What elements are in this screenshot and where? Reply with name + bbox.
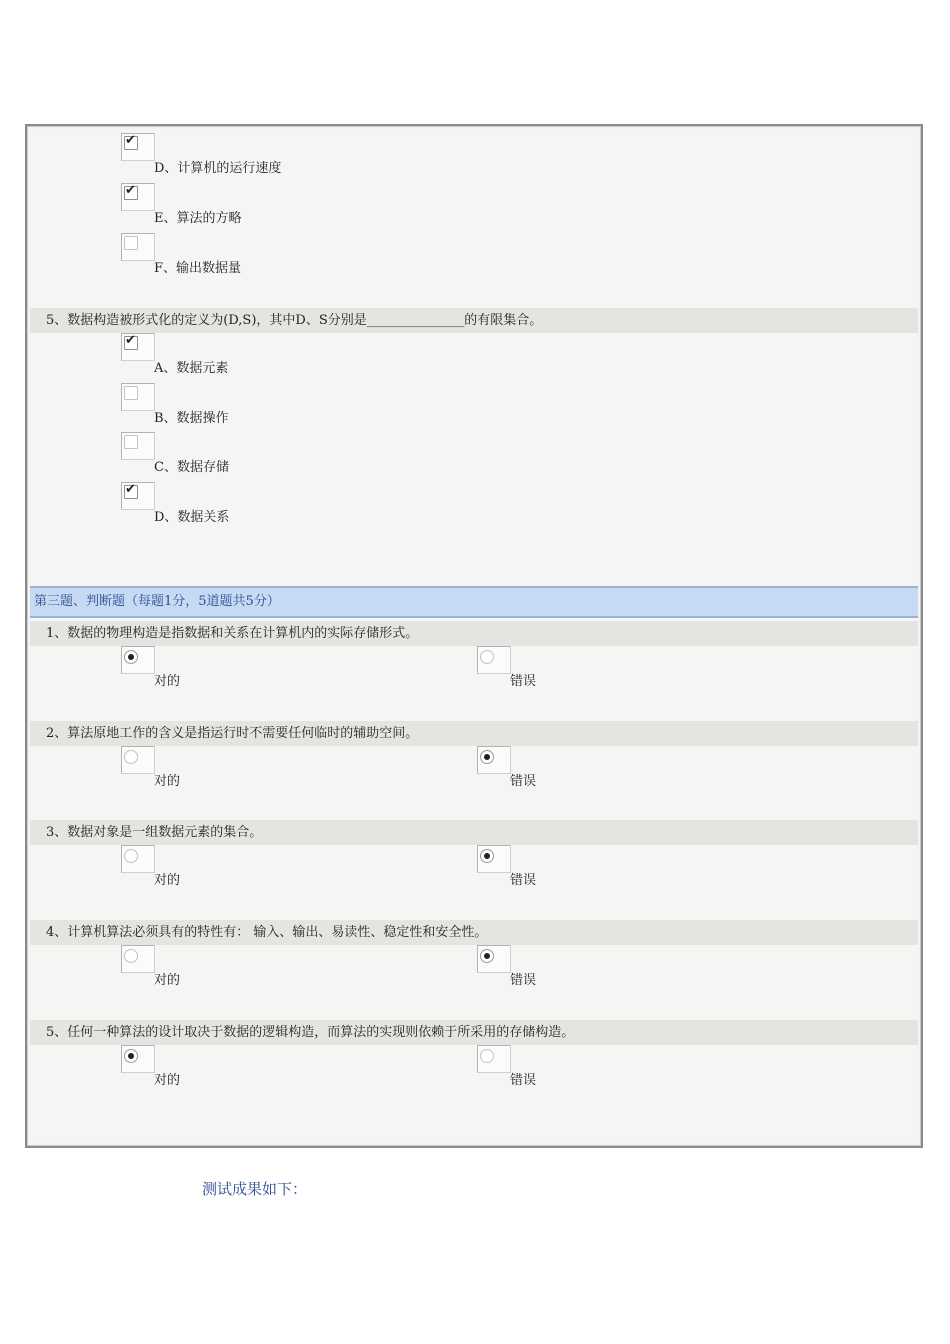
radio-unselected-icon[interactable] — [124, 849, 138, 863]
radio-frame[interactable] — [121, 646, 155, 674]
checkbox-frame[interactable] — [121, 333, 155, 361]
checkbox-frame[interactable] — [121, 133, 155, 161]
question-text: 4、计算机算法必须具有的特性有： 输入、输出、易读性、稳定性和安全性。 — [30, 920, 918, 945]
checkbox-unchecked-icon[interactable] — [124, 236, 138, 250]
radio-frame[interactable] — [121, 1045, 155, 1073]
option-label: 错误 — [510, 873, 537, 888]
check-mark-icon: ✔ — [125, 183, 136, 198]
option-label: 错误 — [510, 674, 537, 689]
radio-frame[interactable] — [121, 945, 155, 973]
radio-selected-icon[interactable] — [124, 1049, 138, 1063]
radio-selected-icon[interactable] — [480, 949, 494, 963]
radio-dot-icon — [484, 853, 490, 859]
option-label: A、数据元素 — [154, 361, 229, 376]
check-mark-icon: ✔ — [125, 482, 136, 497]
option-label: E、算法的方略 — [154, 211, 242, 226]
radio-unselected-icon[interactable] — [480, 1049, 494, 1063]
radio-frame[interactable] — [477, 1045, 511, 1073]
checkbox-checked-icon[interactable] — [124, 133, 138, 150]
option-label: 错误 — [510, 1073, 537, 1088]
option-label: 错误 — [510, 774, 537, 789]
question-text: 5、任何一种算法的设计取决于数据的逻辑构造，而算法的实现则依赖于所采用的存储构造。 — [30, 1020, 918, 1045]
radio-unselected-icon[interactable] — [124, 750, 138, 764]
question-text: 5、数据构造被形式化的定义为(D,S)，其中D、S分别是_______________的有限集合。 — [30, 308, 918, 333]
section-header: 第三题、判断题（每题1分，5道题共5分） — [30, 586, 918, 618]
option-label: 对的 — [154, 674, 181, 689]
radio-selected-icon[interactable] — [480, 849, 494, 863]
checkbox-checked-icon[interactable] — [124, 482, 138, 499]
option-label: 对的 — [154, 973, 181, 988]
checkbox-frame[interactable] — [121, 183, 155, 211]
radio-dot-icon — [128, 654, 134, 660]
radio-selected-icon[interactable] — [124, 650, 138, 664]
question-text: 2、算法原地工作的含义是指运行时不需要任何临时的辅助空间。 — [30, 721, 918, 746]
radio-dot-icon — [484, 953, 490, 959]
checkbox-frame[interactable] — [121, 432, 155, 460]
radio-frame[interactable] — [477, 746, 511, 774]
radio-frame[interactable] — [477, 845, 511, 873]
checkbox-unchecked-icon[interactable] — [124, 386, 138, 400]
option-label: D、计算机的运行速度 — [154, 161, 282, 176]
question-text: 3、数据对象是一组数据元素的集合。 — [30, 820, 918, 845]
checkbox-frame[interactable] — [121, 233, 155, 261]
check-mark-icon: ✔ — [125, 333, 136, 348]
checkbox-frame[interactable] — [121, 383, 155, 411]
checkbox-frame[interactable] — [121, 482, 155, 510]
quiz-panel-content — [30, 129, 918, 1143]
check-mark-icon: ✔ — [125, 133, 136, 148]
radio-frame[interactable] — [121, 845, 155, 873]
option-label: 对的 — [154, 1073, 181, 1088]
radio-frame[interactable] — [477, 646, 511, 674]
checkbox-checked-icon[interactable] — [124, 183, 138, 200]
option-label: 错误 — [510, 973, 537, 988]
checkbox-unchecked-icon[interactable] — [124, 435, 138, 449]
checkbox-checked-icon[interactable] — [124, 333, 138, 350]
radio-dot-icon — [128, 1053, 134, 1059]
radio-frame[interactable] — [477, 945, 511, 973]
option-label: F、输出数据量 — [154, 261, 242, 276]
option-label: 对的 — [154, 873, 181, 888]
radio-dot-icon — [484, 754, 490, 760]
option-label: C、数据存储 — [154, 460, 229, 475]
radio-selected-icon[interactable] — [480, 750, 494, 764]
test-results-caption: 测试成果如下： — [202, 1180, 308, 1198]
quiz-panel — [25, 124, 923, 1148]
option-label: B、数据操作 — [154, 411, 229, 426]
option-label: 对的 — [154, 774, 181, 789]
radio-unselected-icon[interactable] — [480, 650, 494, 664]
radio-frame[interactable] — [121, 746, 155, 774]
question-text: 1、数据的物理构造是指数据和关系在计算机内的实际存储形式。 — [30, 621, 918, 646]
option-label: D、数据关系 — [154, 510, 230, 525]
radio-unselected-icon[interactable] — [124, 949, 138, 963]
